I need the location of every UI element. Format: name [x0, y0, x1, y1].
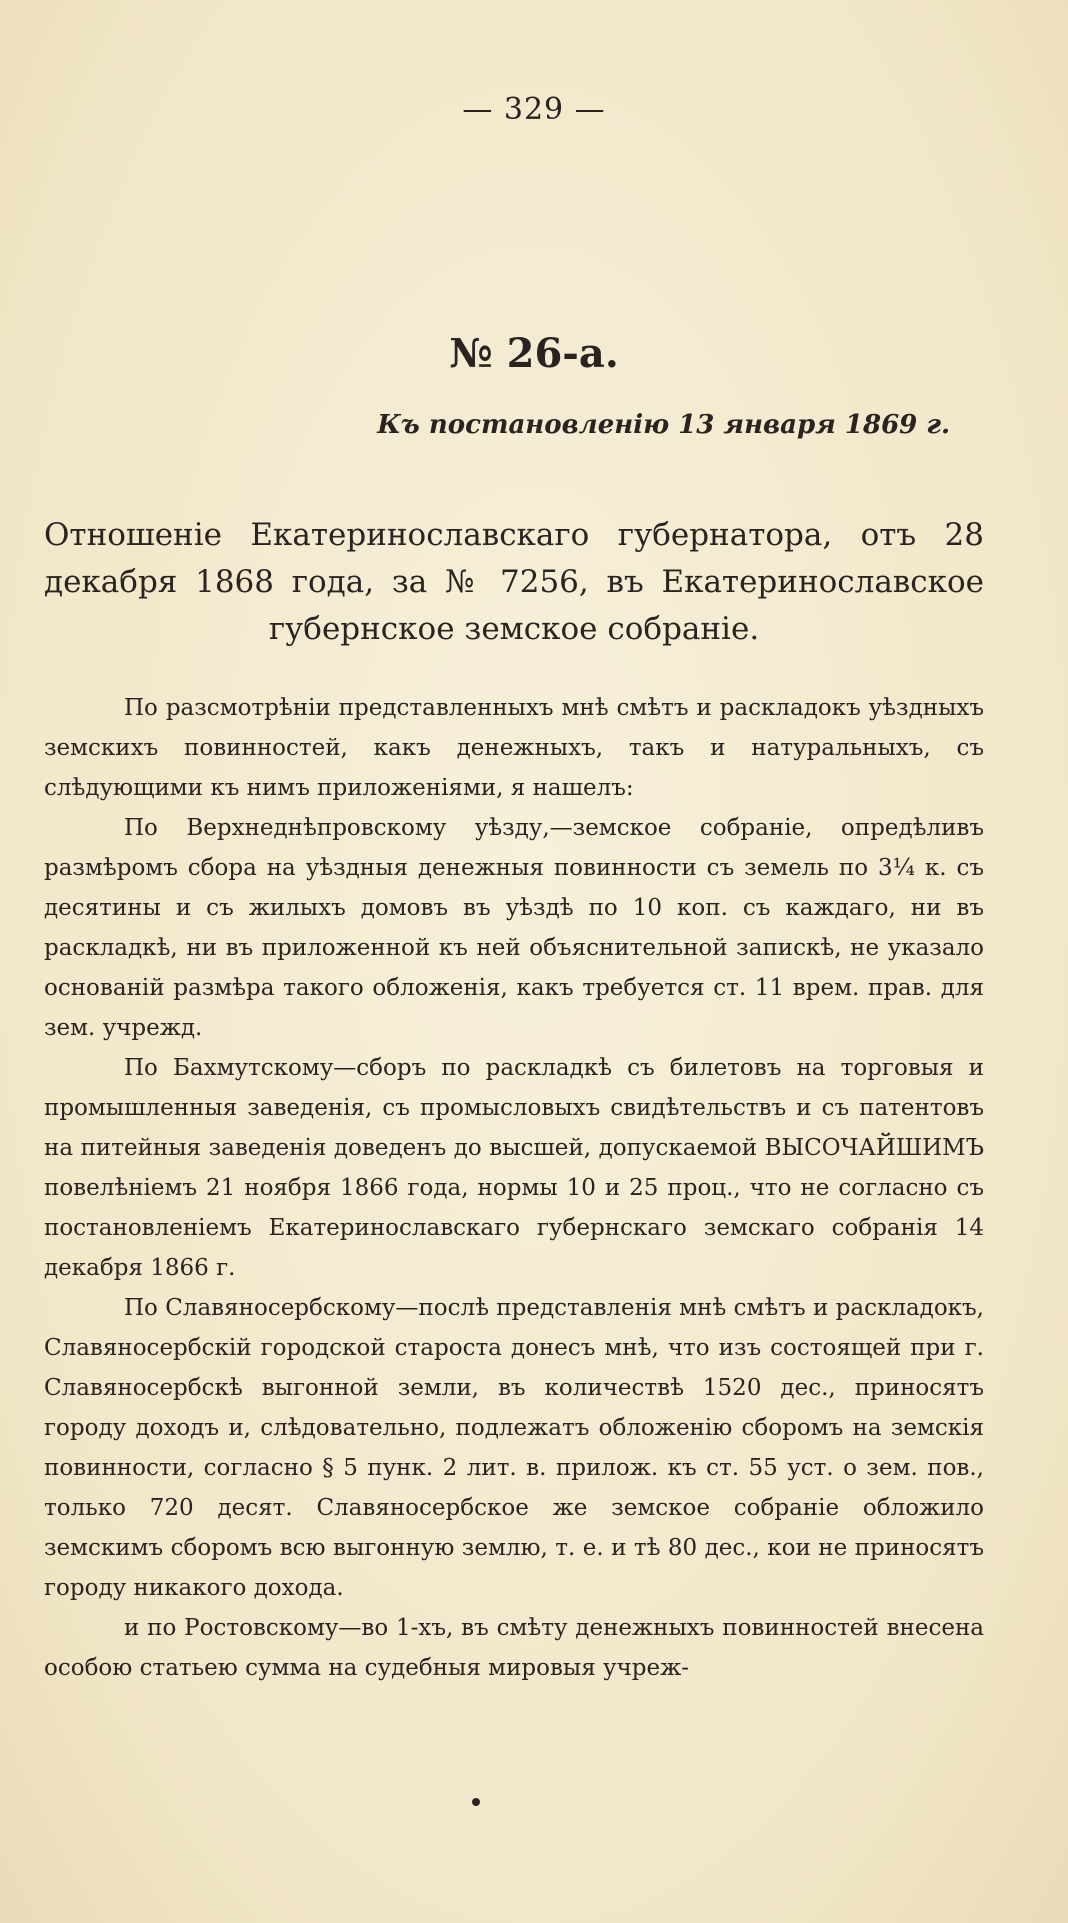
document-number: № 26-а.	[449, 330, 619, 377]
document-heading: Отношеніе Екатеринославскаго губернатора, отъ 28 декабря 1868 года, за № 7256, въ Екатеринославское губернское земское собраніе.	[44, 517, 984, 647]
paragraph: По Славяносербскому—послѣ представленія мнѣ смѣтъ и раскладокъ, Славяносербскій городской староста донесъ мнѣ, что изъ состоящей при г. Славяносербскѣ выгонной земли, въ количествѣ 1520 дес., приносятъ городу доходъ и, слѣдовательно, подлежатъ обложенію сборомъ на земскія повинности, согласно § 5 пунк. 2 лит. в. прилож. къ ст. 55 уст. о зем. пов., только 720 десят. Славяносербское же земское собраніе обложило земскимъ сборомъ всю выгонную землю, т. е. и тѣ 80 дес., кои не приносятъ городу никакого дохода.	[44, 1295, 984, 1601]
paragraph: По Бахмутскому—сборъ по раскладкѣ съ билетовъ на торговыя и промышленныя заведенія, съ промысловыхъ свидѣтельствъ и съ патентовъ на питейныя заведенія доведенъ до высшей, допускаемой ВЫСОЧАЙШИМЪ повелѣніемъ 21 ноября 1866 года, нормы 10 и 25 проц., что не согласно съ постановленіемъ Екатеринославскаго губернскаго земскаго собранія 14 декабря 1866 г.	[44, 1055, 984, 1281]
paragraph: По Верхнеднѣпровскому уѣзду,—земское собраніе, опредѣливъ размѣромъ сбора на уѣздныя денежныя повинности съ земель по 3¼ к. съ десятины и съ жилыхъ домовъ въ уѣздѣ по 10 коп. съ каждаго, ни въ раскладкѣ, ни въ приложенной къ ней объяснительной запискѣ, не указало основаній размѣра такого обложенія, какъ требуется ст. 11 врем. прав. для зем. учрежд.	[44, 815, 984, 1041]
ink-dot	[472, 1798, 480, 1806]
resolution-reference: Къ постановленію 13 января 1869 г.	[377, 410, 950, 440]
paragraph: По разсмотрѣніи представленныхъ мнѣ смѣтъ и раскладокъ уѣздныхъ земскихъ повинностей, какъ денежныхъ, такъ и натуральныхъ, съ слѣдующими къ нимъ приложеніями, я нашелъ:	[44, 695, 984, 801]
paragraph: и по Ростовскому—во 1-хъ, въ смѣту денежныхъ повинностей внесена особою статьею сумма на судебныя мировыя учреж-	[44, 1615, 984, 1681]
document-body	[44, 688, 984, 1688]
page-number: — 329 —	[462, 92, 606, 127]
